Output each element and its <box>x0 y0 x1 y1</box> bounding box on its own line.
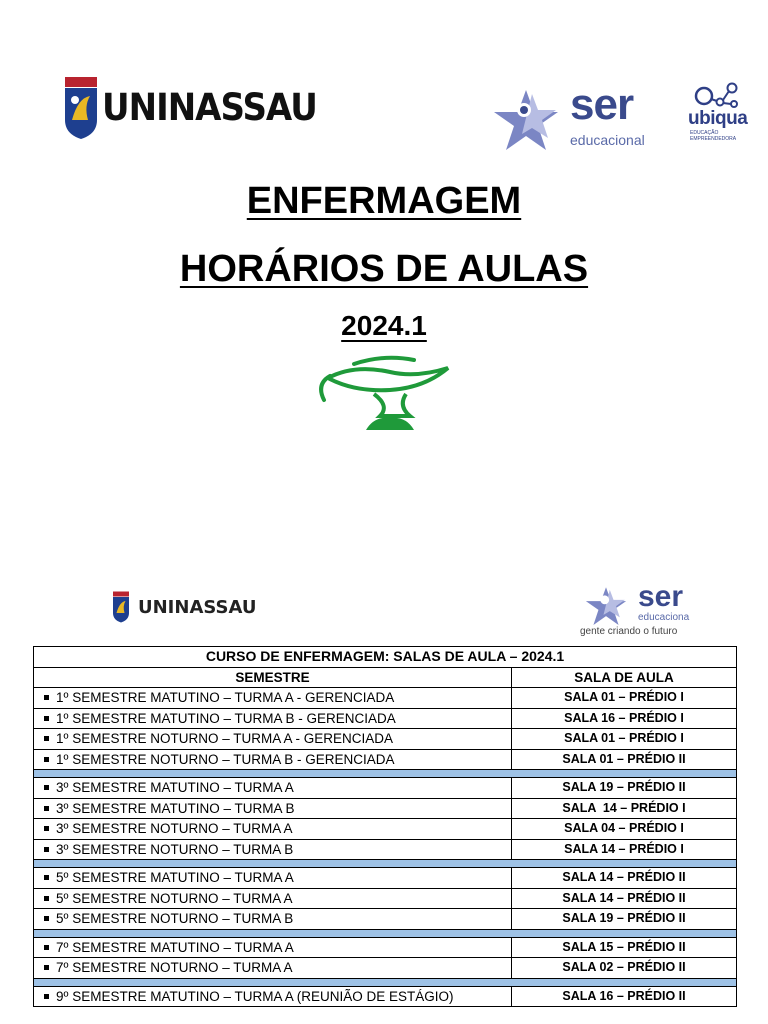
ser-educacional-logo <box>486 80 656 152</box>
room-cell: SALA 01 – PRÉDIO II <box>512 749 737 770</box>
bullet-icon <box>44 806 49 811</box>
table-row <box>34 688 737 709</box>
semester-cell: 7º SEMESTRE MATUTINO – TURMA A <box>34 937 512 958</box>
bullet-icon <box>44 826 49 831</box>
table-caption-row <box>34 647 737 668</box>
group-separator <box>34 929 737 937</box>
table-row <box>34 868 737 889</box>
bullet-icon <box>44 847 49 852</box>
ser-star-icon <box>486 88 566 158</box>
nursing-lamp-icon <box>314 354 454 436</box>
table-row <box>34 839 737 860</box>
table-row <box>34 729 737 750</box>
semester-cell: 3º SEMESTRE MATUTINO – TURMA B <box>34 798 512 819</box>
ubiqua-logo-text: ubiqua <box>688 108 748 129</box>
room-cell: SALA 19 – PRÉDIO II <box>512 909 737 930</box>
semester-cell: 5º SEMESTRE NOTURNO – TURMA A <box>34 888 512 909</box>
room-cell: SALA 02 – PRÉDIO II <box>512 958 737 979</box>
bullet-icon <box>44 965 49 970</box>
room-cell: SALA 16 – PRÉDIO II <box>512 986 737 1007</box>
ser-educacional-logo-small <box>578 580 708 638</box>
room-cell: SALA 16 – PRÉDIO I <box>512 708 737 729</box>
table-row <box>34 958 737 979</box>
uninassau-shield-icon <box>64 76 98 140</box>
semester-cell: 1º SEMESTRE NOTURNO – TURMA B - GERENCIADA <box>34 749 512 770</box>
bullet-icon <box>44 695 49 700</box>
semester-cell: 7º SEMESTRE NOTURNO – TURMA A <box>34 958 512 979</box>
table-row <box>34 819 737 840</box>
bullet-icon <box>44 896 49 901</box>
year-title: 2024.1 <box>341 310 427 341</box>
table-caption: CURSO DE ENFERMAGEM: SALAS DE AULA – 2024.1 <box>34 647 737 668</box>
semester-cell: 1º SEMESTRE MATUTINO – TURMA A - GERENCIADA <box>34 688 512 709</box>
ser-logo-subtitle: educacional <box>570 132 645 148</box>
bullet-icon <box>44 757 49 762</box>
semester-cell: 9º SEMESTRE MATUTINO – TURMA A (REUNIÃO DE ESTÁGIO) <box>34 986 512 1007</box>
room-cell: SALA 01 – PRÉDIO I <box>512 729 737 750</box>
room-cell: SALA 14 – PRÉDIO II <box>512 888 737 909</box>
bullet-icon <box>44 994 49 999</box>
semester-cell: 3º SEMESTRE NOTURNO – TURMA A <box>34 819 512 840</box>
group-separator <box>34 860 737 868</box>
semester-cell: 5º SEMESTRE MATUTINO – TURMA A <box>34 868 512 889</box>
semester-cell: 5º SEMESTRE NOTURNO – TURMA B <box>34 909 512 930</box>
ubiqua-logo-subtitle: EDUCAÇÃO EMPREENDEDORA <box>690 130 737 142</box>
bullet-icon <box>44 785 49 790</box>
bullet-icon <box>44 875 49 880</box>
semester-cell: 1º SEMESTRE MATUTINO – TURMA B - GERENCIADA <box>34 708 512 729</box>
uninassau-logo-text: UNINASSAU <box>102 86 317 130</box>
room-cell: SALA 01 – PRÉDIO I <box>512 688 737 709</box>
ser-logo-text: ser <box>638 580 684 613</box>
room-cell: SALA 19 – PRÉDIO II <box>512 778 737 799</box>
room-cell: SALA 14 – PRÉDIO I <box>512 839 737 860</box>
ser-star-icon <box>578 586 634 630</box>
table-row <box>34 708 737 729</box>
group-separator <box>34 770 737 778</box>
table-row <box>34 909 737 930</box>
semester-cell: 3º SEMESTRE MATUTINO – TURMA A <box>34 778 512 799</box>
room-cell: SALA 15 – PRÉDIO II <box>512 937 737 958</box>
header-semester: SEMESTRE <box>34 667 512 688</box>
room-cell: SALA 04 – PRÉDIO I <box>512 819 737 840</box>
table-row <box>34 986 737 1007</box>
ser-logo-subtitle: educaciona <box>638 612 690 623</box>
table-row <box>34 937 737 958</box>
semester-cell: 3º SEMESTRE NOTURNO – TURMA B <box>34 839 512 860</box>
ubiqua-logo <box>688 82 758 142</box>
table-header-row <box>34 667 737 688</box>
header-room: SALA DE AULA <box>512 667 737 688</box>
uninassau-logo <box>64 76 317 140</box>
classrooms-table <box>33 646 736 1007</box>
uninassau-logo-text: UNINASSAU <box>138 596 257 618</box>
course-title: ENFERMAGEM <box>246 180 522 222</box>
room-cell: SALA 14 – PRÉDIO II <box>512 868 737 889</box>
bullet-icon <box>44 916 49 921</box>
bullet-icon <box>44 736 49 741</box>
table-row <box>34 749 737 770</box>
schedule-title: HORÁRIOS DE AULAS <box>179 248 589 290</box>
semester-cell: 1º SEMESTRE NOTURNO – TURMA A - GERENCIADA <box>34 729 512 750</box>
table-row <box>34 888 737 909</box>
table-row <box>34 778 737 799</box>
room-cell: SALA 14 – PRÉDIO I <box>512 798 737 819</box>
ser-logo-text: ser <box>570 80 634 129</box>
uninassau-logo-small <box>110 591 257 623</box>
uninassau-shield-icon <box>110 591 132 623</box>
group-separator <box>34 978 737 986</box>
ser-tagline: gente criando o futuro <box>580 626 678 637</box>
table-row <box>34 798 737 819</box>
bullet-icon <box>44 716 49 721</box>
bullet-icon <box>44 945 49 950</box>
